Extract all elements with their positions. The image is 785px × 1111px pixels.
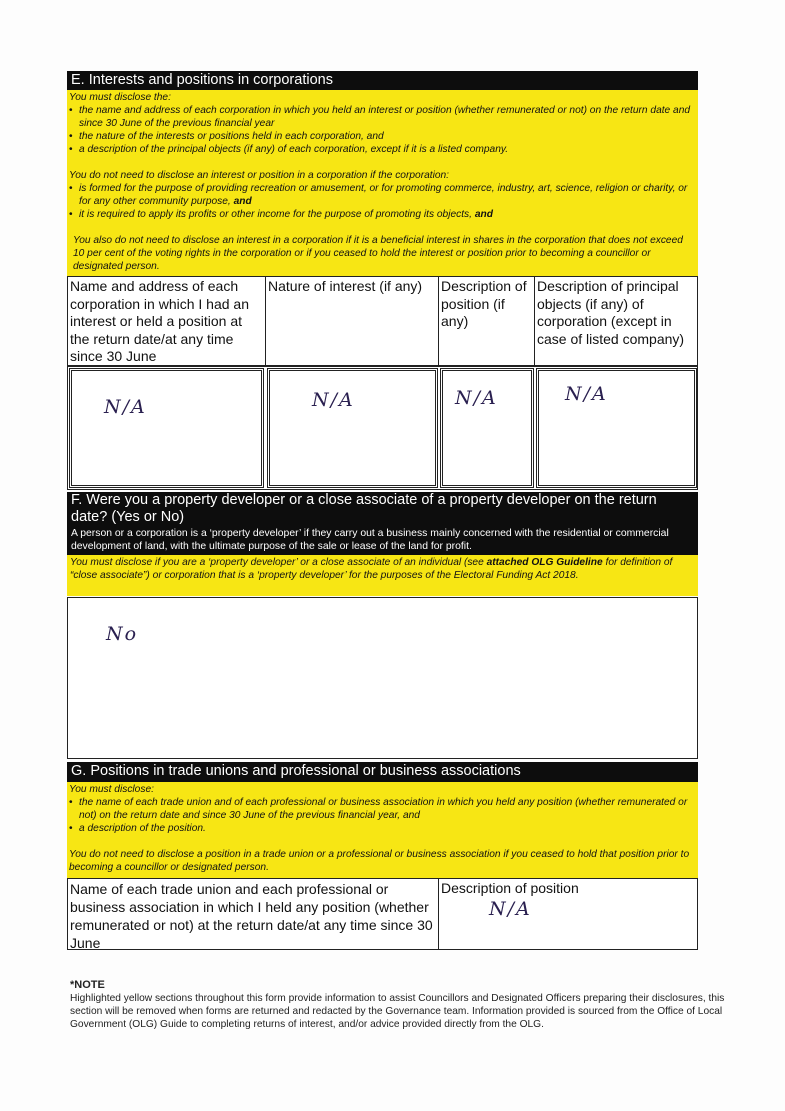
col-trade-union-name: Name of each trade union and each professional or business association in which I held any position (whether remunerated or not) at the return date/at any time since 30 June: [68, 879, 439, 949]
section-f-guidance: You must disclose if you are a ‘property developer’ or a close associate of an individual (see attached OLG Guideline for definition of “close associate”) or corporation that is a ‘property developer’ for the purposes of the Electoral Funding Act 2018.: [67, 555, 698, 596]
list-item: • a description of the principal objects (if any) of each corporation, except if it is a listed company.: [69, 143, 695, 156]
handwritten-answer: N/A: [104, 396, 147, 418]
col-principal-objects: Description of principal objects (if any) of corporation (except in case of listed company): [537, 278, 685, 347]
also-not-text: You also do not need to disclose an interest in a corporation if it is a beneficial interest in shares in the corporation that does not exceed 10 per cent of the voting rights in the corporation or if you ceased to hold the interest or position prior to becoming a councillor or designated person.: [73, 235, 683, 272]
section-f-header: [67, 492, 698, 555]
list-item: • the nature of the interests or positions held in each corporation, and: [69, 130, 695, 143]
col-corporation-name: Name and address of each corporation in which I had an interest or held a position at the return date/at any time since 30 June: [68, 277, 266, 365]
section-e-title: E. Interests and positions in corporations: [67, 71, 698, 90]
disclose-list: [69, 104, 695, 156]
col-nature-of-interest: Nature of interest (if any): [266, 277, 439, 365]
col-description-of-position: Description of position (if any): [439, 277, 535, 365]
section-g-table: [67, 878, 698, 950]
answer-principal-objects[interactable]: [536, 368, 697, 488]
list-item: • is formed for the purpose of providing recreation or amusement, or for promoting commerce, industry, art, science, religion or charity, or for any other community purpose, and: [69, 182, 695, 208]
list-item: • it is required to apply its profits or other income for the purpose of promoting its objects, and: [69, 208, 695, 221]
handwritten-answer: N/A: [565, 383, 608, 405]
section-e-header-row: [67, 276, 698, 366]
footnote: [70, 979, 725, 1031]
section-e-answer-row: [67, 366, 698, 490]
list-item: • the name of each trade union and of each professional or business association in which you held any position (whether remunerated or not) on the return date and since 30 June of the previous financial year, and: [69, 796, 695, 822]
answer-nature-of-interest[interactable]: [267, 368, 438, 488]
disclose-list: [69, 796, 695, 835]
list-item: • the name and address of each corporation in which you held an interest or position (whether remunerated or not) on the return date and since 30 June of the previous financial year: [69, 104, 695, 130]
handwritten-answer: No: [106, 623, 139, 645]
section-f-answer-box[interactable]: [67, 597, 698, 759]
list-item: • a description of the position.: [69, 822, 695, 835]
handwritten-answer: N/A: [312, 389, 355, 411]
not-need-text: You do not need to disclose an interest or position in a corporation if the corporation:: [69, 170, 450, 181]
must-disclose-text: You must disclose:: [69, 784, 154, 795]
handwritten-answer: N/A: [489, 898, 532, 920]
answer-description-of-position[interactable]: [440, 368, 534, 488]
section-g-guidance: [67, 782, 698, 878]
footnote-heading: *NOTE: [70, 979, 105, 991]
section-f-definition: A person or a corporation is a ‘property developer’ if they carry out a business mainly concerned with the residential or commercial development of land, with the ultimate purpose of the sale or lease of the land for profit.: [71, 528, 669, 552]
section-e-guidance: [67, 90, 698, 276]
handwritten-answer: N/A: [455, 387, 498, 409]
exemption-list: [69, 182, 695, 221]
section-g-title: G. Positions in trade unions and professional or business associations: [67, 762, 698, 782]
section-f-title: F. Were you a property developer or a close associate of a property developer on the return date? (Yes or No): [71, 492, 657, 525]
col-description-of-position[interactable]: [439, 879, 697, 949]
must-disclose-text: You must disclose the:: [69, 92, 171, 103]
footnote-text: Highlighted yellow sections throughout this form provide information to assist Councillors and Designated Officers preparing their disclosures, this section will be removed when forms are returned and redacted by the Governance team. Information provided is sourced from the Office of Local Government (OLG) Guide to completing returns of interest, and/or advice provided directly from the OLG.: [70, 993, 725, 1030]
col-header-label: Description of position: [441, 880, 579, 896]
answer-corporation-name[interactable]: [69, 368, 264, 488]
not-need-text: You do not need to disclose a position in a trade union or a professional or business association if you ceased to hold that position prior to becoming a councillor or designated person.: [69, 849, 690, 873]
